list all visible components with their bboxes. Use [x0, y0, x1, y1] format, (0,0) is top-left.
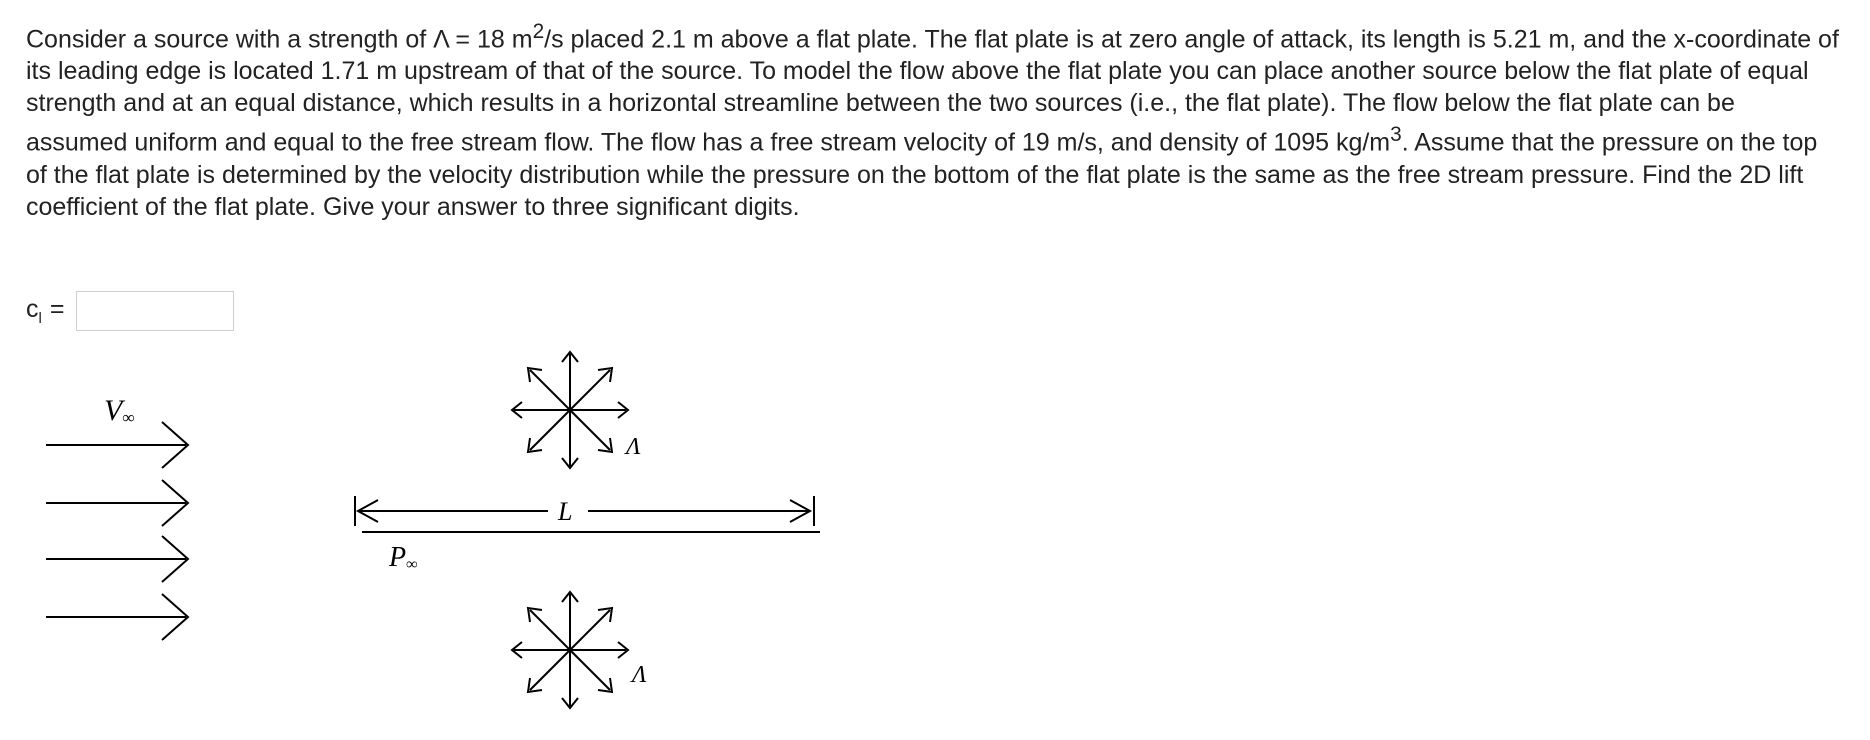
problem-text-part-4: . Assume that the pressure on the top of the flat plate is determined by the velocity distribution while the pressure on the bottom of the flat plate is the same as the free stream pressure. Find the 2D lift coefficient of the flat plate. Give your answer to three significant digits.: [26, 128, 1818, 221]
length-dimension: [355, 496, 814, 526]
problem-text-part-2: = 18 m: [448, 25, 533, 54]
length-label: L: [558, 497, 573, 526]
flow-diagram: [0, 340, 1000, 730]
problem-statement: [26, 16, 1841, 223]
lambda-symbol: Λ: [433, 25, 449, 54]
top-source-icon: [512, 352, 628, 468]
problem-text-part-3: /s placed 2.1 m above a flat plate. The flat plate is at zero angle of attack, its length is 5.21 m, and the x-coordinate of its leading edge is located 1.71 m upstream of that of the source. To model the flow above the flat plate you can place another source below the flat plate of equal strength and at an equal distance, which results in a horizontal streamline between the two sources (i.e., the flat plate). The flow below the flat plate can be assumed uniform and equal to the free stream flow. The flow has a free stream velocity of 19 m/s, and density of 1095 kg/m: [26, 25, 1839, 157]
v-infinity-label: V∞: [104, 394, 135, 427]
freestream-arrows: [46, 422, 188, 640]
superscript-2: 2: [532, 20, 545, 43]
bottom-source-icon: [512, 592, 628, 708]
top-source-lambda-label: Λ: [626, 434, 641, 460]
freestream-arrow-4: [46, 594, 188, 640]
bottom-source-lambda-label: Λ: [632, 662, 647, 688]
p-infinity-label: P∞: [389, 542, 418, 573]
freestream-arrow-3: [46, 536, 188, 582]
answer-row: [26, 289, 234, 333]
cl-label: $c_l$ =: [26, 295, 65, 327]
freestream-arrow-1: [46, 422, 188, 468]
problem-text-part-1: Consider a source with a strength of: [26, 25, 434, 54]
superscript-3: 3: [1390, 123, 1402, 147]
cl-answer-input[interactable]: [76, 291, 234, 331]
freestream-arrow-2: [46, 480, 188, 526]
